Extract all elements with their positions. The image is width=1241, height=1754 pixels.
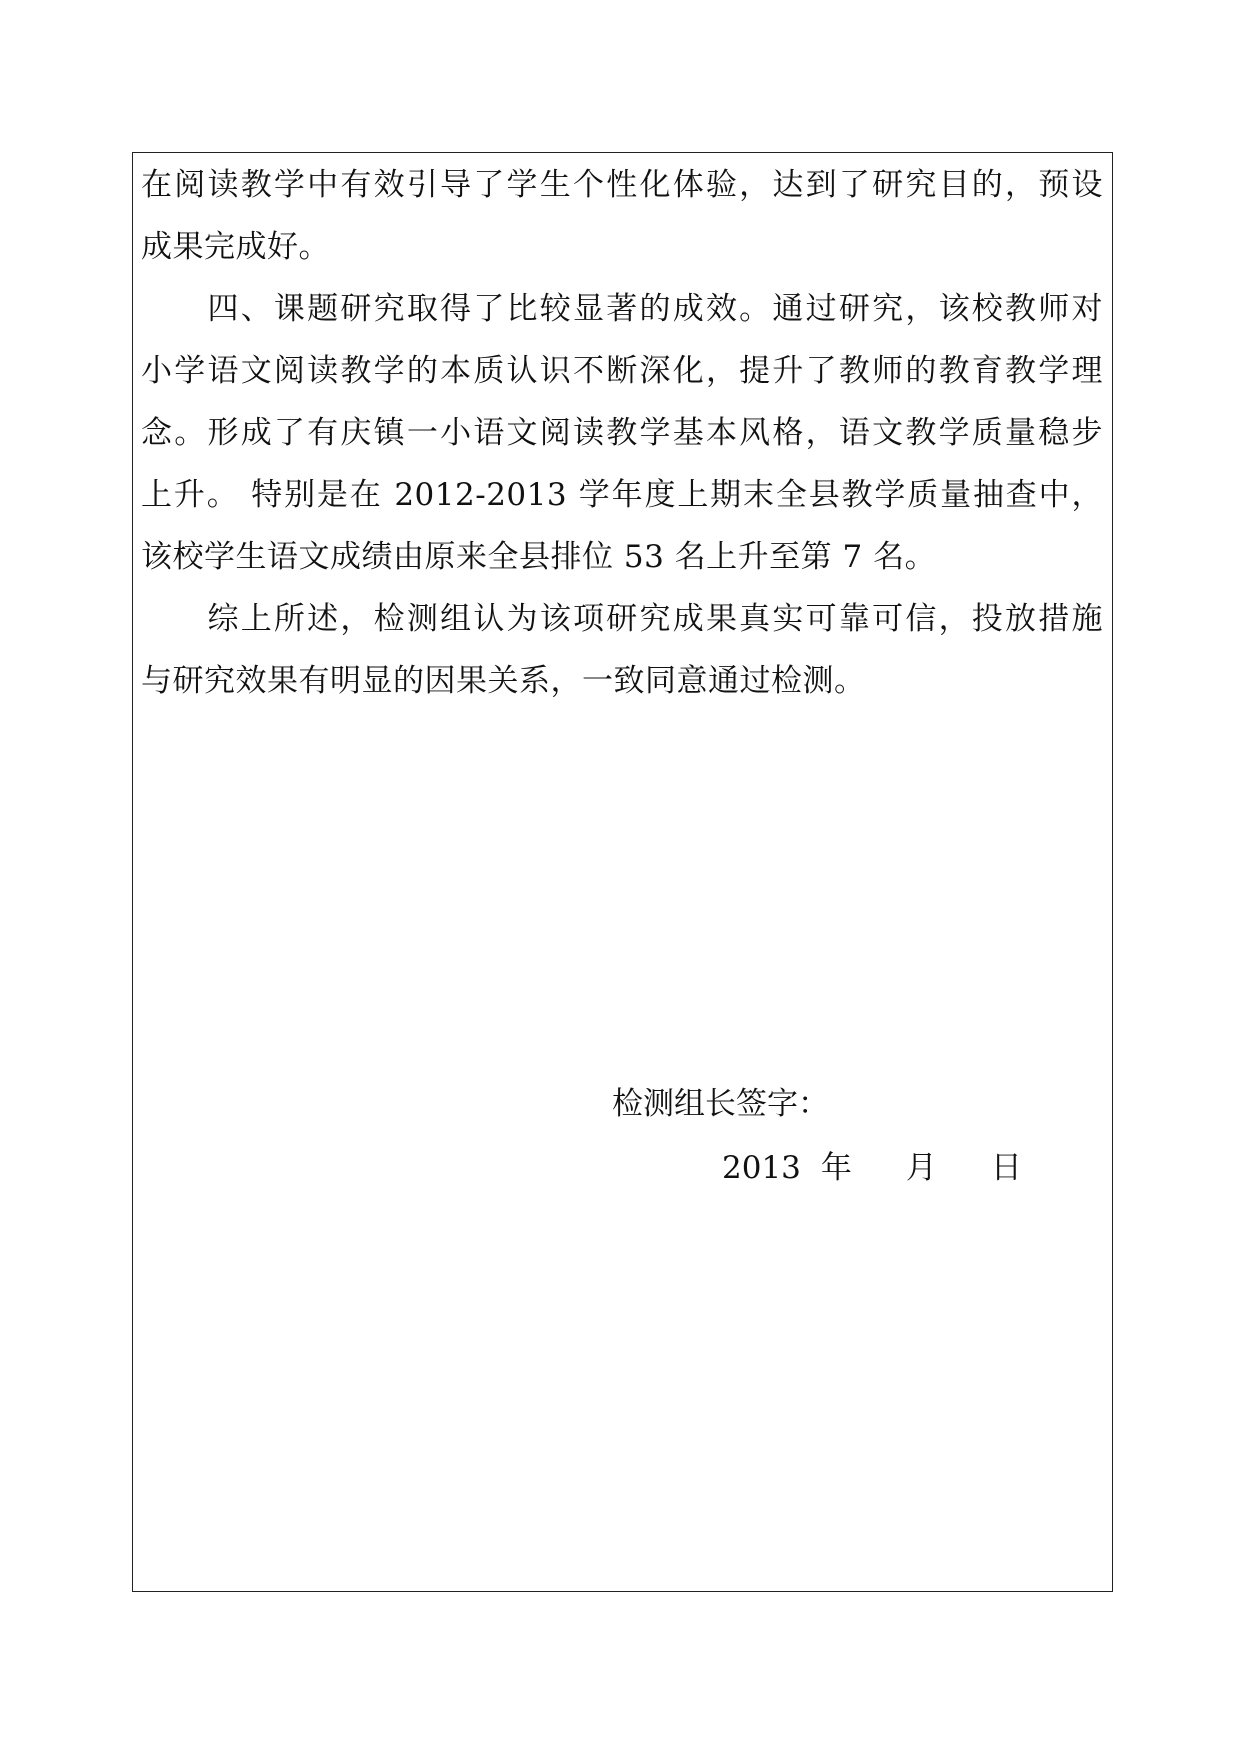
text-line: 上升。 特别是在 2012-2013 学年度上期末全县教学质量抽查中， xyxy=(141,477,1103,513)
date-day-unit: 日 xyxy=(990,1150,1022,1186)
text-line: 四、课题研究取得了比较显著的成效。通过研究，该校教师对 xyxy=(141,291,1103,327)
text-line: 成果完成好。 xyxy=(141,229,330,265)
date-line xyxy=(722,1143,1022,1193)
text-line: 小学语文阅读教学的本质认识不断深化，提升了教师的教育教学理 xyxy=(141,353,1103,389)
signature-label: 检测组长签字： xyxy=(612,1086,829,1122)
date-year-unit: 年 xyxy=(820,1150,852,1186)
text-line: 在阅读教学中有效引导了学生个性化体验，达到了研究目的，预设 xyxy=(141,167,1103,203)
text-line: 综上所述，检测组认为该项研究成果真实可靠可信，投放措施 xyxy=(141,601,1103,637)
body-text xyxy=(141,154,1103,712)
text-line: 与研究效果有明显的因果关系，一致同意通过检测。 xyxy=(141,663,866,699)
text-line: 该校学生语文成绩由原来全县排位 53 名上升至第 7 名。 xyxy=(141,539,937,575)
date-year: 2013 xyxy=(722,1150,801,1186)
date-month-unit: 月 xyxy=(905,1150,937,1186)
text-line: 念。形成了有庆镇一小语文阅读教学基本风格，语文教学质量稳步 xyxy=(141,415,1103,451)
